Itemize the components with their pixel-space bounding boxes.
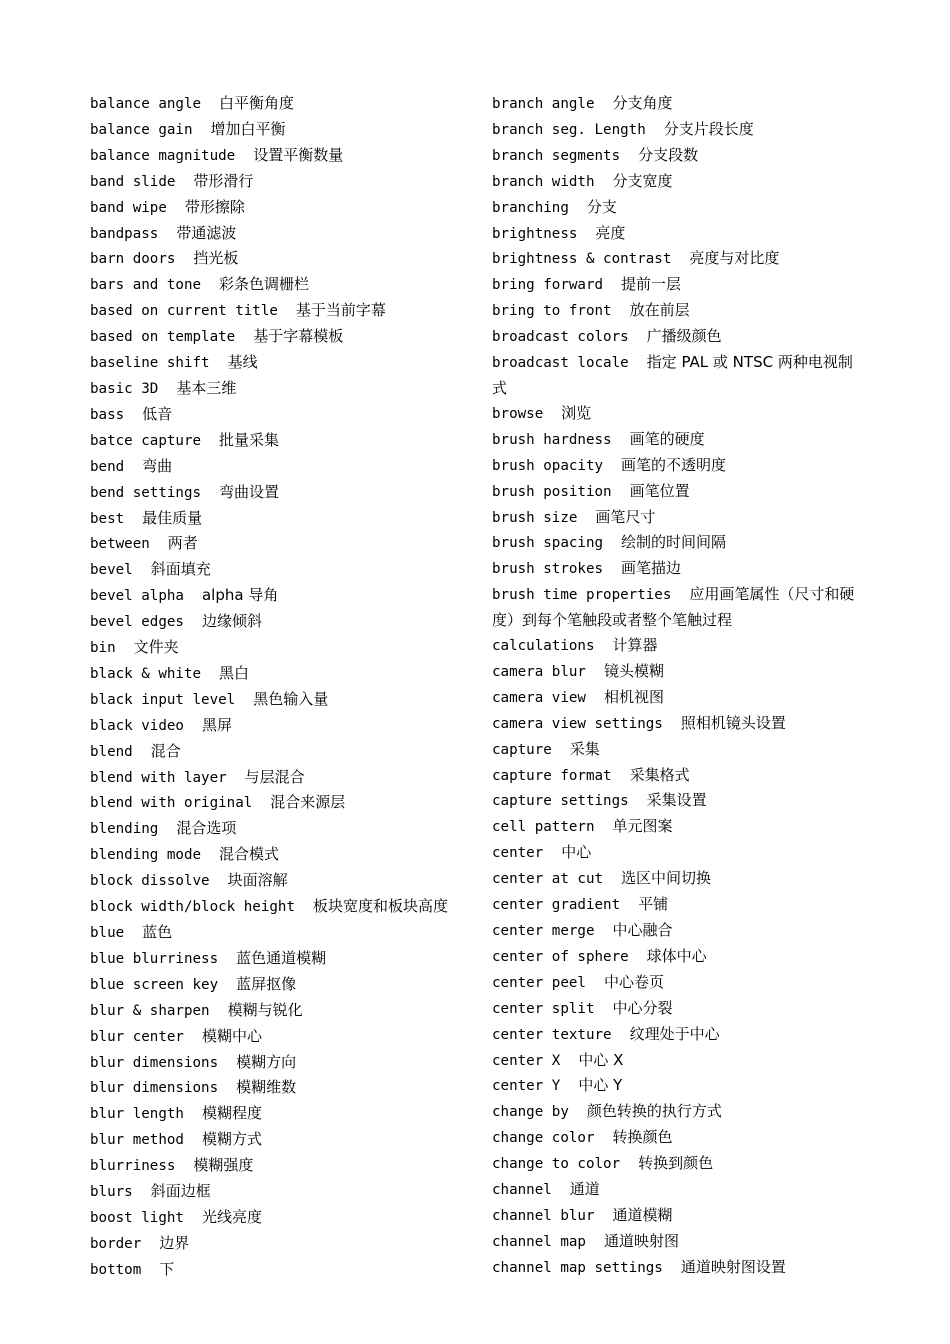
entry-translation: 提前一层 (621, 275, 682, 294)
entry-term: brush size (492, 509, 578, 526)
glossary-entry (492, 195, 864, 221)
entry-translation: 混合选项 (176, 819, 237, 838)
entry-term: center texture (492, 1026, 612, 1043)
glossary-entry (492, 866, 864, 892)
entry-term: blur & sharpen (90, 1002, 210, 1019)
entry-translation: 画笔位置 (629, 481, 690, 500)
entry-translation: 画笔的不透明度 (621, 455, 727, 474)
entry-term: brush opacity (492, 457, 604, 474)
entry-translation: 蓝屏抠像 (236, 974, 297, 993)
entry-term: browse (492, 405, 544, 422)
entry-translation: 挡光板 (193, 249, 239, 268)
entry-term: branch segments (492, 147, 621, 164)
glossary-entry (492, 1125, 864, 1151)
entry-term: center split (492, 1000, 595, 1017)
entry-translation: 广播级颜色 (646, 327, 722, 346)
glossary-entry (492, 944, 864, 970)
glossary-entry (492, 453, 864, 479)
entry-term: bandpass (90, 225, 159, 242)
glossary-entry (90, 298, 480, 324)
glossary-entry (90, 1205, 480, 1231)
entry-translation: 黑色输入量 (253, 689, 329, 708)
glossary-entry (90, 661, 480, 687)
entry-translation: 中心 (561, 843, 592, 862)
glossary-entry (90, 169, 480, 195)
entry-term: blend (90, 743, 133, 760)
entry-translation: 与层混合 (244, 767, 305, 786)
entry-translation: 纹理处于中心 (629, 1024, 720, 1043)
entry-term: based on current title (90, 303, 278, 320)
entry-term: center X (492, 1052, 561, 1069)
glossary-entry (492, 737, 864, 763)
entry-translation: 混合模式 (219, 845, 280, 864)
glossary-entry (492, 892, 864, 918)
glossary-entry (492, 685, 864, 711)
glossary-entry (90, 506, 480, 532)
entry-translation: 平铺 (638, 895, 669, 914)
glossary-entry (90, 117, 480, 143)
glossary-entry (90, 790, 480, 816)
entry-term: blur method (90, 1132, 184, 1149)
entry-term: calculations (492, 638, 595, 655)
entry-translation: 中心分裂 (612, 998, 673, 1017)
entry-translation: 分支宽度 (612, 171, 673, 190)
glossary-entry (90, 1024, 480, 1050)
entry-term: bass (90, 406, 125, 423)
entry-term: black video (90, 717, 184, 734)
entry-translation: 边缘倾斜 (201, 612, 262, 631)
entry-translation: 画笔描边 (621, 559, 682, 578)
entry-translation: 板块宽度和板块高度 (313, 897, 449, 916)
entry-term: branching (492, 199, 569, 216)
glossary-entry (90, 1257, 480, 1283)
glossary-entry (492, 298, 864, 324)
glossary-entry (90, 557, 480, 583)
glossary-entry (90, 713, 480, 739)
entry-term: balance angle (90, 96, 202, 112)
entry-translation: 斜面边框 (150, 1182, 211, 1201)
entry-term: blur center (90, 1028, 184, 1045)
entry-translation: 光线亮度 (201, 1207, 262, 1226)
entry-translation: 照相机镜头设置 (680, 713, 786, 732)
entry-translation: 混合来源层 (270, 793, 346, 812)
glossary-entry (492, 814, 864, 840)
entry-term: blending mode (90, 847, 202, 864)
entry-term: center Y (492, 1078, 561, 1095)
entry-translation: 单元图案 (612, 817, 673, 836)
entry-term: block dissolve (90, 873, 210, 890)
entry-translation: 黑白 (219, 663, 250, 682)
glossary-entry (90, 816, 480, 842)
entry-translation: 模糊中心 (201, 1026, 262, 1045)
glossary-entry (90, 1179, 480, 1205)
entry-term: band wipe (90, 199, 167, 216)
glossary-entry (492, 1151, 864, 1177)
glossary-entry (90, 350, 480, 376)
glossary-entry (90, 972, 480, 998)
entry-term: camera view (492, 689, 586, 706)
entry-translation: 中心卷页 (603, 972, 664, 991)
entry-term: based on template (90, 329, 236, 346)
entry-term: change color (492, 1130, 595, 1147)
entry-term: bin (90, 640, 116, 657)
glossary-entry (492, 918, 864, 944)
entry-term: brightness & contrast (492, 251, 672, 268)
entry-term: brush strokes (492, 561, 604, 578)
entry-translation: 中心 X (578, 1050, 624, 1069)
glossary-entry (90, 91, 480, 117)
entry-term: bring forward (492, 277, 604, 294)
glossary-entry (90, 480, 480, 506)
glossary-entry (90, 868, 480, 894)
entry-translation: alpha 导角 (201, 586, 279, 605)
entry-translation: 设置平衡数量 (253, 145, 344, 164)
entry-translation: 基本三维 (176, 378, 237, 397)
entry-translation: 选区中间切换 (621, 869, 712, 888)
entry-term: cell pattern (492, 819, 595, 836)
glossary-entry (492, 1099, 864, 1125)
entry-term: blur length (90, 1106, 184, 1123)
glossary-entry (90, 765, 480, 791)
entry-translation: 通道模糊 (612, 1205, 673, 1224)
glossary-entry (90, 1127, 480, 1153)
entry-term: bars and tone (90, 277, 202, 294)
entry-translation: 带形擦除 (184, 197, 245, 216)
entry-term: bend (90, 458, 125, 475)
entry-translation: 模糊方向 (236, 1052, 297, 1071)
entry-term: bring to front (492, 303, 612, 320)
entry-translation: 白平衡角度 (219, 94, 295, 112)
entry-translation: 相机视图 (603, 687, 664, 706)
glossary-entry (492, 427, 864, 453)
glossary-entry (90, 687, 480, 713)
entry-term: bend settings (90, 484, 202, 501)
entry-term: blue screen key (90, 976, 219, 993)
glossary-entry (492, 401, 864, 427)
entry-translation: 增加白平衡 (210, 119, 286, 138)
entry-translation: 带形滑行 (193, 171, 254, 190)
entry-translation: 浏览 (561, 403, 592, 422)
entry-term: balance gain (90, 121, 193, 138)
glossary-entry (90, 454, 480, 480)
glossary-entry (90, 739, 480, 765)
entry-translation: 转换到颜色 (638, 1154, 714, 1173)
entry-translation: 蓝色通道模糊 (236, 948, 327, 967)
entry-term: broadcast locale (492, 355, 629, 372)
glossary-entry (90, 376, 480, 402)
glossary-entry (492, 117, 864, 143)
glossary-entry (492, 1203, 864, 1229)
entry-term: border (90, 1235, 142, 1252)
glossary-entry (492, 169, 864, 195)
glossary-entry (90, 609, 480, 635)
entry-translation: 斜面填充 (150, 560, 211, 579)
entry-translation: 分支角度 (612, 94, 673, 112)
glossary-entry (90, 1153, 480, 1179)
entry-term: camera blur (492, 663, 586, 680)
entry-term: blur dimensions (90, 1080, 219, 1097)
entry-translation: 模糊维数 (236, 1078, 297, 1097)
entry-translation: 基于当前字幕 (295, 301, 386, 320)
entry-term: blue (90, 925, 125, 941)
entry-translation: 采集格式 (629, 765, 690, 784)
entry-term: camera view settings (492, 715, 663, 732)
entry-term: center merge (492, 923, 595, 939)
entry-translation: 弯曲设置 (219, 482, 280, 501)
glossary-entry (492, 350, 864, 401)
glossary-entry (90, 221, 480, 247)
entry-term: branch width (492, 173, 595, 190)
glossary-entry (90, 635, 480, 661)
glossary-entry (90, 195, 480, 221)
glossary-entry (492, 996, 864, 1022)
glossary-entry (492, 582, 864, 633)
entry-translation: 模糊强度 (193, 1156, 254, 1175)
entry-term: blurriness (90, 1158, 176, 1175)
glossary-entry (492, 711, 864, 737)
entry-translation: 基于字幕模板 (253, 327, 344, 346)
entry-term: center of sphere (492, 948, 629, 965)
entry-term: balance magnitude (90, 147, 236, 164)
glossary-entry (90, 946, 480, 972)
glossary-entry (90, 842, 480, 868)
entry-translation: 黑屏 (201, 715, 232, 734)
entry-term: center gradient (492, 897, 621, 914)
entry-term: change by (492, 1104, 569, 1121)
entry-term: bevel alpha (90, 588, 184, 605)
entry-translation: 应用画笔属性（尺寸和硬度）到每个笔触段或者整个笔触过程 (492, 585, 855, 630)
entry-term: barn doors (90, 251, 176, 268)
glossary-entry (492, 246, 864, 272)
entry-term: brush position (492, 483, 612, 500)
entry-term: best (90, 510, 125, 527)
glossary-entry (492, 143, 864, 169)
entry-translation: 彩条色调栅栏 (219, 275, 310, 294)
entry-translation: 两者 (167, 534, 198, 553)
entry-term: center (492, 845, 544, 862)
entry-translation: 混合 (150, 741, 181, 760)
entry-term: between (90, 536, 150, 553)
entry-translation: 采集 (569, 739, 600, 758)
entry-term: blending (90, 821, 159, 838)
entry-term: blur dimensions (90, 1054, 219, 1071)
entry-term: band slide (90, 173, 176, 190)
glossary-entry (90, 1231, 480, 1257)
entry-term: capture format (492, 767, 612, 784)
entry-term: center at cut (492, 871, 604, 888)
entry-translation: 亮度与对比度 (689, 249, 780, 268)
entry-translation: 下 (159, 1259, 175, 1278)
glossary-column-right (492, 91, 864, 1281)
entry-translation: 球体中心 (646, 946, 707, 965)
glossary-entry (492, 91, 864, 117)
glossary-entry (90, 894, 480, 920)
glossary-entry (492, 1177, 864, 1203)
entry-translation: 通道 (569, 1180, 600, 1199)
glossary-entry (492, 970, 864, 996)
entry-translation: 模糊方式 (201, 1130, 262, 1149)
glossary-entry (492, 633, 864, 659)
entry-term: change to color (492, 1156, 621, 1173)
glossary-entry (492, 1255, 864, 1281)
glossary-entry (492, 324, 864, 350)
glossary-entry (492, 556, 864, 582)
entry-translation: 采集设置 (646, 791, 707, 810)
entry-translation: 蓝色 (142, 923, 173, 941)
entry-translation: 模糊程度 (201, 1104, 262, 1123)
entry-term: channel blur (492, 1207, 595, 1224)
glossary-entry (90, 324, 480, 350)
entry-translation: 放在前层 (629, 301, 690, 320)
entry-term: block width/block height (90, 899, 295, 916)
glossary-entry (492, 840, 864, 866)
entry-translation: 计算器 (612, 636, 658, 655)
glossary-entry (90, 272, 480, 298)
entry-translation: 带通滤波 (176, 223, 237, 242)
entry-term: baseline shift (90, 355, 210, 372)
entry-translation: 通道映射图 (603, 1231, 679, 1250)
glossary-entry (492, 221, 864, 247)
glossary-entry (492, 763, 864, 789)
entry-term: channel (492, 1182, 552, 1199)
entry-term: broadcast colors (492, 329, 629, 346)
entry-term: black & white (90, 665, 202, 682)
entry-term: center peel (492, 974, 586, 991)
entry-term: batce capture (90, 432, 202, 449)
entry-term: boost light (90, 1209, 184, 1226)
entry-translation: 模糊与锐化 (227, 1000, 303, 1019)
glossary-entry (90, 1050, 480, 1076)
glossary-entry (492, 1073, 864, 1099)
glossary-entry (492, 788, 864, 814)
glossary-entry (90, 531, 480, 557)
glossary-entry (492, 1022, 864, 1048)
entry-translation: 分支段数 (638, 145, 699, 164)
entry-term: channel map (492, 1233, 586, 1250)
glossary-entry (492, 1048, 864, 1074)
entry-term: brightness (492, 225, 578, 242)
entry-term: branch angle (492, 96, 595, 112)
entry-term: channel map settings (492, 1259, 663, 1276)
entry-term: bottom (90, 1261, 142, 1278)
glossary-column-left (90, 91, 480, 1283)
entry-translation: 画笔尺寸 (595, 507, 656, 526)
entry-term: brush hardness (492, 431, 612, 448)
entry-translation: 分支片段长度 (663, 119, 754, 138)
entry-translation: 最佳质量 (142, 508, 203, 527)
entry-translation: 基线 (227, 353, 258, 372)
glossary-entry (90, 920, 480, 946)
entry-translation: 指定 PAL 或 NTSC 两种电视制式 (492, 353, 853, 397)
entry-term: blurs (90, 1184, 133, 1201)
entry-translation: 绘制的时间间隔 (621, 533, 727, 552)
entry-term: bevel (90, 562, 133, 579)
glossary-entry (90, 583, 480, 609)
entry-translation: 低音 (142, 404, 173, 423)
glossary-entry (492, 530, 864, 556)
entry-translation: 镜头模糊 (603, 661, 664, 680)
glossary-entry (90, 143, 480, 169)
entry-translation: 画笔的硬度 (629, 429, 705, 448)
glossary-entry (492, 272, 864, 298)
glossary-entry (492, 505, 864, 531)
entry-term: blue blurriness (90, 950, 219, 967)
entry-translation: 中心融合 (612, 921, 673, 939)
entry-term: capture settings (492, 793, 629, 810)
entry-translation: 弯曲 (142, 456, 173, 475)
glossary-entry (90, 246, 480, 272)
glossary-entry (90, 402, 480, 428)
glossary-entry (90, 1075, 480, 1101)
entry-term: brush spacing (492, 535, 604, 552)
entry-translation: 中心 Y (578, 1076, 623, 1095)
entry-translation: 块面溶解 (227, 871, 288, 890)
entry-translation: 分支 (586, 197, 617, 216)
glossary-entry (492, 659, 864, 685)
glossary-entry (90, 428, 480, 454)
entry-term: basic 3D (90, 380, 159, 397)
entry-term: bevel edges (90, 614, 184, 631)
entry-translation: 通道映射图设置 (680, 1257, 786, 1276)
entry-term: brush time properties (492, 587, 672, 604)
entry-translation: 批量采集 (219, 430, 280, 449)
entry-translation: 文件夹 (133, 638, 179, 657)
glossary-entry (492, 479, 864, 505)
entry-translation: 边界 (159, 1233, 190, 1252)
glossary-entry (90, 1101, 480, 1127)
entry-term: blend with original (90, 795, 253, 812)
entry-translation: 颜色转换的执行方式 (586, 1102, 722, 1121)
entry-term: black input level (90, 691, 236, 708)
entry-term: capture (492, 741, 552, 758)
entry-term: blend with layer (90, 769, 227, 786)
entry-translation: 亮度 (595, 223, 626, 242)
glossary-entry (90, 998, 480, 1024)
glossary-entry (492, 1229, 864, 1255)
entry-translation: 转换颜色 (612, 1128, 673, 1147)
entry-term: branch seg. Length (492, 121, 646, 138)
